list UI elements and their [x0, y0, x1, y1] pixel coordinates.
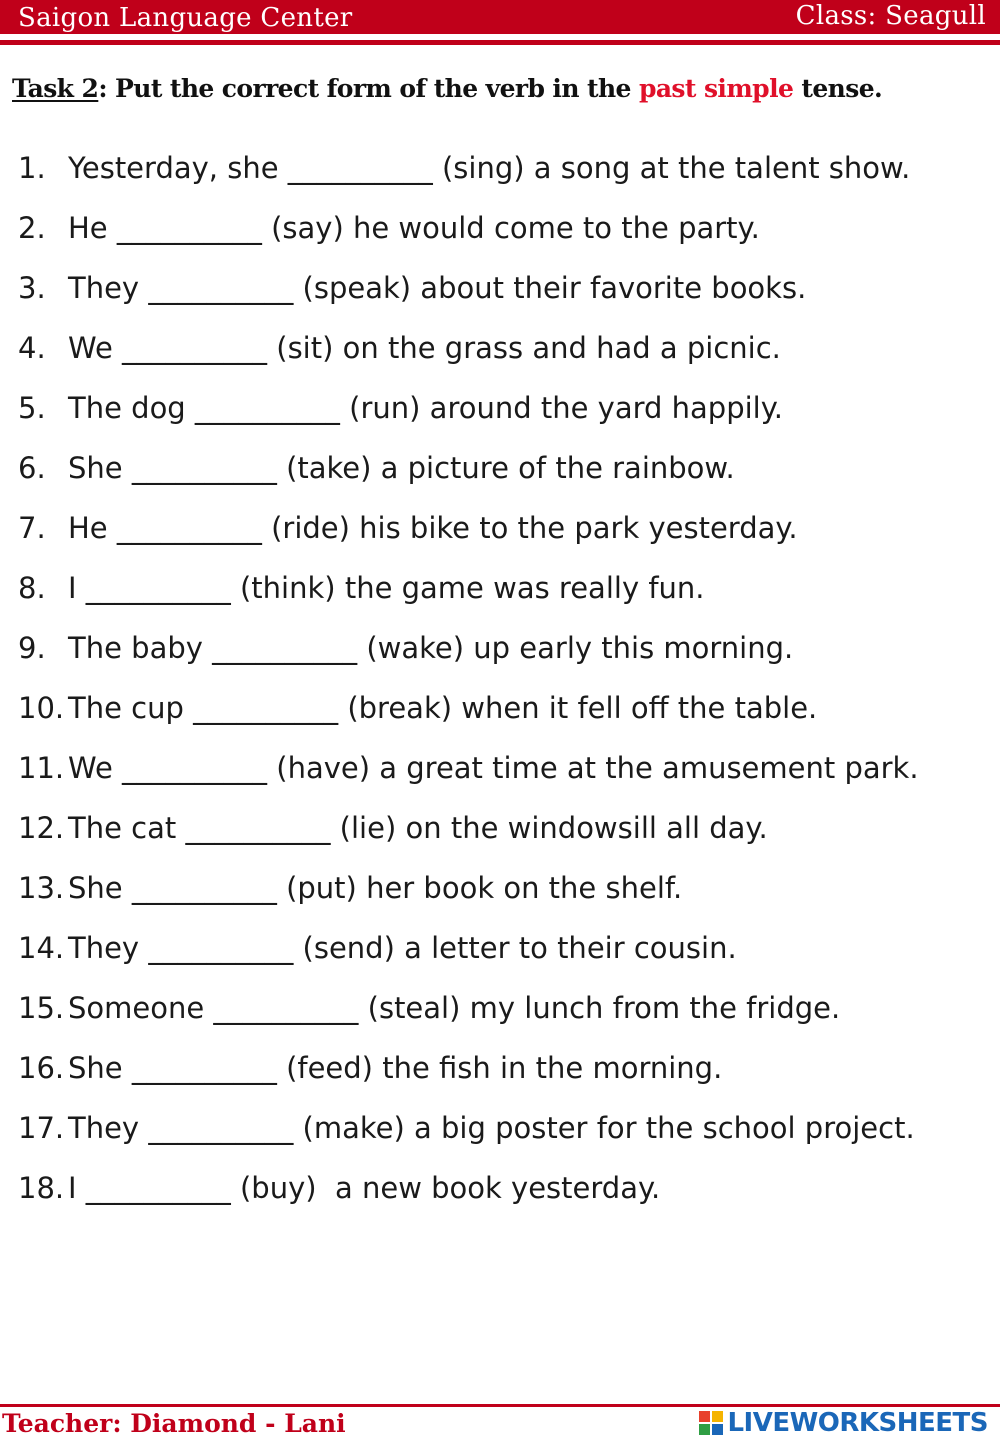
question-text: They __________ (send) a letter to their cousin.: [68, 931, 737, 965]
question-text: The baby __________ (wake) up early this morning.: [68, 631, 794, 665]
question-number: 4.: [18, 331, 46, 365]
question-text: He __________ (say) he would come to the party.: [68, 211, 760, 245]
question-item: [18, 798, 978, 858]
question-number: 2.: [18, 211, 46, 245]
question-text: He __________ (ride) his bike to the park yesterday.: [68, 511, 798, 545]
question-number: 8.: [18, 571, 46, 605]
class-label: Class: Seagull: [795, 1, 986, 31]
question-number: 1.: [18, 151, 46, 185]
brand[interactable]: [699, 1407, 988, 1439]
question-number: 18.: [18, 1171, 65, 1205]
question-number: 13.: [18, 871, 65, 905]
question-item: [18, 258, 978, 318]
header-divider: [0, 40, 1000, 45]
question-item: [18, 438, 978, 498]
question-text: They __________ (speak) about their favorite books.: [68, 271, 807, 305]
question-item: [18, 618, 978, 678]
question-item: [18, 978, 978, 1038]
question-text: The dog __________ (run) around the yard happily.: [68, 391, 783, 425]
task-label: Task 2: [12, 74, 99, 103]
task-text-after: tense.: [793, 74, 883, 103]
question-number: 12.: [18, 811, 65, 845]
question-number: 11.: [18, 751, 65, 785]
school-name: Saigon Language Center: [18, 3, 353, 33]
question-text: We __________ (have) a great time at the amusement park.: [68, 751, 919, 785]
question-item: [18, 378, 978, 438]
question-item: [18, 498, 978, 558]
question-item: [18, 558, 978, 618]
teacher-credit: Teacher: Diamond - Lani: [2, 1409, 346, 1438]
question-number: 10.: [18, 691, 65, 725]
question-text: She __________ (take) a picture of the rainbow.: [68, 451, 735, 485]
question-text: They __________ (make) a big poster for the school project.: [68, 1111, 915, 1145]
question-number: 14.: [18, 931, 65, 965]
question-number: 7.: [18, 511, 46, 545]
question-number: 6.: [18, 451, 46, 485]
question-item: [18, 1158, 978, 1218]
question-number: 15.: [18, 991, 65, 1025]
question-list: [18, 138, 978, 1218]
question-number: 9.: [18, 631, 46, 665]
question-number: 16.: [18, 1051, 65, 1085]
question-item: [18, 318, 978, 378]
question-text: I __________ (buy) a new book yesterday.: [68, 1171, 661, 1205]
question-number: 5.: [18, 391, 46, 425]
question-item: [18, 678, 978, 738]
question-item: [18, 198, 978, 258]
question-text: She __________ (put) her book on the shelf.: [68, 871, 683, 905]
task-text-before: : Put the correct form of the verb in the: [98, 74, 639, 103]
question-item: [18, 1038, 978, 1098]
header-bar: [0, 0, 1000, 34]
question-text: Yesterday, she __________ (sing) a song at the talent show.: [68, 151, 911, 185]
liveworksheets-logo-icon: [699, 1411, 723, 1435]
question-item: [18, 738, 978, 798]
question-text: Someone __________ (steal) my lunch from the fridge.: [68, 991, 841, 1025]
question-text: The cup __________ (break) when it fell off the table.: [68, 691, 818, 725]
question-item: [18, 918, 978, 978]
question-number: 17.: [18, 1111, 65, 1145]
question-text: We __________ (sit) on the grass and had a picnic.: [68, 331, 781, 365]
task-tense-highlight: past simple: [638, 74, 794, 103]
question-text: I __________ (think) the game was really fun.: [68, 571, 705, 605]
question-text: She __________ (feed) the fish in the morning.: [68, 1051, 723, 1085]
question-item: [18, 1098, 978, 1158]
question-number: 3.: [18, 271, 46, 305]
question-item: [18, 858, 978, 918]
brand-name: LIVEWORKSHEETS: [727, 1408, 988, 1438]
question-item: [18, 138, 978, 198]
task-instructions: [12, 72, 882, 106]
question-text: The cat __________ (lie) on the windowsill all day.: [68, 811, 768, 845]
